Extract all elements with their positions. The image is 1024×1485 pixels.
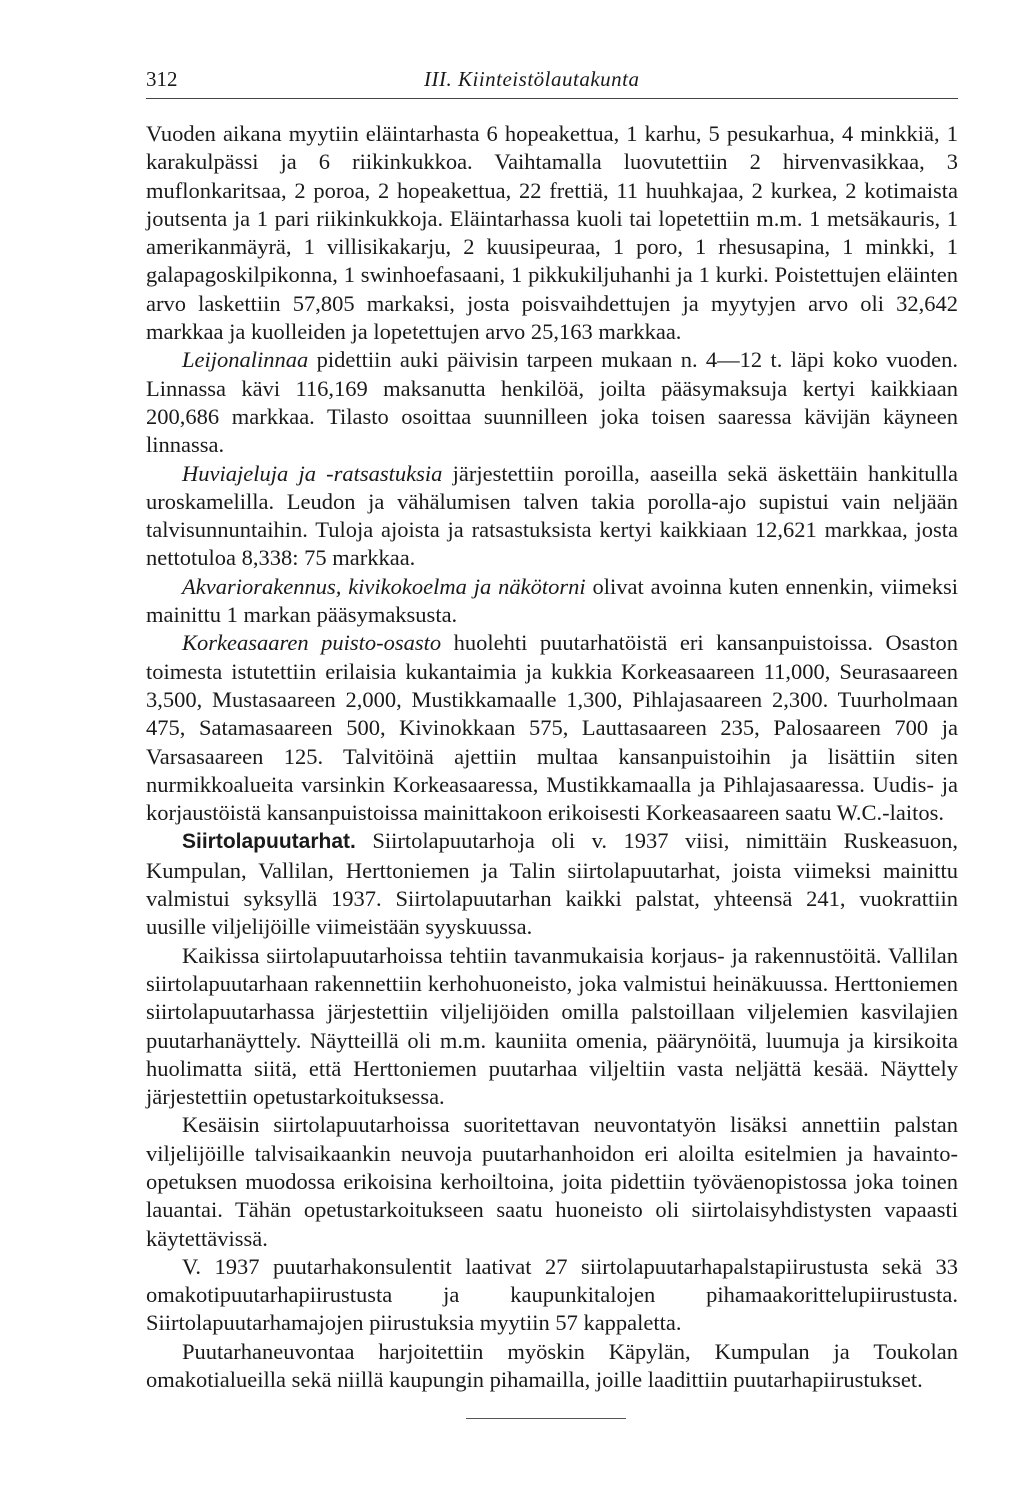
end-rule-divider (466, 1418, 626, 1419)
paragraph-text: Kaikissa siirtolapuutarhoissa tehtiin tavanmukaisia korjaus- ja rakennustöitä. Vallilan siirtolapuutarhaan rakennettiin kerhohuoneisto, joka valmistui heinäkuussa. Herttoniemen siirtolapuutarhassa järjestettiin viljelijöiden omilla palstoillaan viljelemien kasvilajien puutarhanäyttely. Näytteillä oli m.m. kauniita omenia, päärynöitä, luumuja ja kirsikoita huolimatta siitä, että Herttoniemen puutarhaa viljeltiin vasta neljättä kesää. Näyttely järjestettiin opetustarkoituksessa. (146, 942, 958, 1110)
paragraph-text: Kesäisin siirtolapuutarhoissa suoritettavan neuvontatyön lisäksi annettiin palstan viljelijöille talvisaikaankin neuvoja puutarhanhoidon eri aloilta esitelmien ja havainto-opetuksen muodossa erikoisina kerhoiltoina, joita pidettiin työväenopistossa joka toinen lauantai. Tähän opetustarkoitukseen saatu huoneisto oli siirtolaisyhdistysten vapaasti käytettävissä. (146, 1112, 958, 1251)
paragraph-lead: Akvariorakennus, kivikokoelma ja näkötorni (182, 573, 586, 599)
paragraph-drawings (146, 1253, 958, 1338)
paragraph-text: V. 1937 puutarhakonsulentit laativat 27 siirtolapuutarhapalstapiirustusta sekä 33 omakotipuutarhapiirustusta ja kaupunkitalojen pihamaakorittelupiirustusta. Siirtolapuutarhamajojen piirustuksia myytiin 57 kappaletta. (146, 1253, 958, 1336)
paragraph-aquarium (146, 573, 958, 630)
paragraph-lead: Korkeasaaren puisto-osasto (182, 630, 442, 656)
paragraph-text: Puutarhaneuvontaa harjoitettiin myöskin Käpylän, Kumpulan ja Toukolan omakotialueilla sekä niillä kaupungin pihamailla, joille laadittiin puutarhapiirustukset. (146, 1338, 958, 1393)
paragraph-text: pidettiin auki päivisin tarpeen mukaan n. 4—12 t. läpi koko vuoden. Linnassa kävi 116,169 maksanutta henkilöä, joilta pääsymaksuja kertyi kaikkiaan 200,686 markkaa. Tilasto osoittaa suunnilleen joka toisen saaressa kävijän käyneen linnassa. (146, 347, 958, 458)
paragraph-rides (146, 460, 958, 573)
paragraph-text: Siirtolapuutarhoja oli v. 1937 viisi, nimittäin Ruskeasuon, Kumpulan, Vallilan, Herttoniemen ja Talin siirtolapuutarhat, joista viimeksi mainittu valmistui syksyllä 1937. Siirtolapuutarhan kaikki palstat, yhteensä 241, vuokrattiin uusille viljelijöille viimeistään syyskuussa. (146, 828, 958, 940)
paragraph-zoo-animals (146, 120, 958, 346)
paragraph-advice (146, 1111, 958, 1252)
paragraph-garden-guidance (146, 1338, 958, 1395)
paragraph-text: järjestettiin poroilla, aaseilla sekä äskettäin hankitulla uroskamelilla. Leudon ja vähälumisen talven takia porolla-ajo supistui vain neljään talvisunnuntaihin. Tuloja ajoista ja ratsastuksista kertyi kaikkiaan 12,621 markkaa, josta nettotuloa 8,338: 75 markkaa. (146, 460, 958, 571)
paragraph-repairs (146, 942, 958, 1112)
paragraph-text: olivat avoinna kuten ennenkin, viimeksi mainittu 1 markan pääsymaksusta. (146, 573, 958, 628)
paragraph-leijonalinna (146, 346, 958, 459)
section-heading: Siirtolapuutarhat. (182, 830, 356, 854)
paragraph-text: Vuoden aikana myytiin eläintarhasta 6 hopeakettua, 1 karhu, 5 pesukarhua, 4 minkkiä, 1 karakulpässi ja 6 riikinkukkoa. Vaihtamalla luovutettiin 2 hirvenvasikkaa, 3 muflonkaritsaa, 2 poroa, 2 hopeakettua, 22 frettiä, 11 huuhkajaa, 2 kurkea, 2 kotimaista joutsenta ja 1 pari riikinkukkoja. Eläintarhassa kuoli tai lopetettiin m.m. 1 metsäkauris, 1 amerikanmäyrä, 1 villisikakarju, 2 kuusipeuraa, 1 poro, 1 rhesusapina, 1 minkki, 1 galapagoskilpikonna, 1 swinhoefasaani, 1 pikkukiljuhanhi ja 1 kurki. Poistettujen eläinten arvo laskettiin 57,805 markaksi, josta poisvaihdettujen ja myytyjen arvo oli 32,642 markkaa ja kuolleiden ja lopetettujen arvo 25,163 markkaa. (146, 121, 958, 345)
body-text (146, 120, 958, 1394)
page-number: 312 (146, 67, 178, 91)
paragraph-allotment-gardens (146, 827, 958, 941)
paragraph-lead: Leijonalinnaa (182, 347, 309, 373)
running-head (146, 64, 958, 99)
paragraph-text: huolehti puutarhatöistä eri kansanpuistoissa. Osaston toimesta istutettiin erilaisia kukantaimia ja kukkia Korkeasaareen 11,000, Seurasaareen 3,500, Mustasaareen 2,000, Mustikkamaalle 1,300, Pihlajasaareen 2,300. Tuurholmaan 475, Satamasaareen 500, Kivinokkaan 575, Lauttasaareen 235, Palosaareen 700 ja Varsasaareen 125. Talvitöinä ajettiin multaa kansanpuistoihin ja lisättiin siten nurmikkoalueita varsinkin Korkeasaaressa, Mustikkamaalla ja Pihlajasaaressa. Uudis- ja korjaustöistä kansanpuistoissa mainittakoon erikoisesti Korkeasaareen saatu W.C.-laitos. (146, 630, 958, 826)
paragraph-park-department (146, 629, 958, 827)
paragraph-lead: Huviajeluja ja -ratsastuksia (182, 460, 443, 486)
running-title: III. Kiinteistölautakunta (424, 67, 640, 91)
